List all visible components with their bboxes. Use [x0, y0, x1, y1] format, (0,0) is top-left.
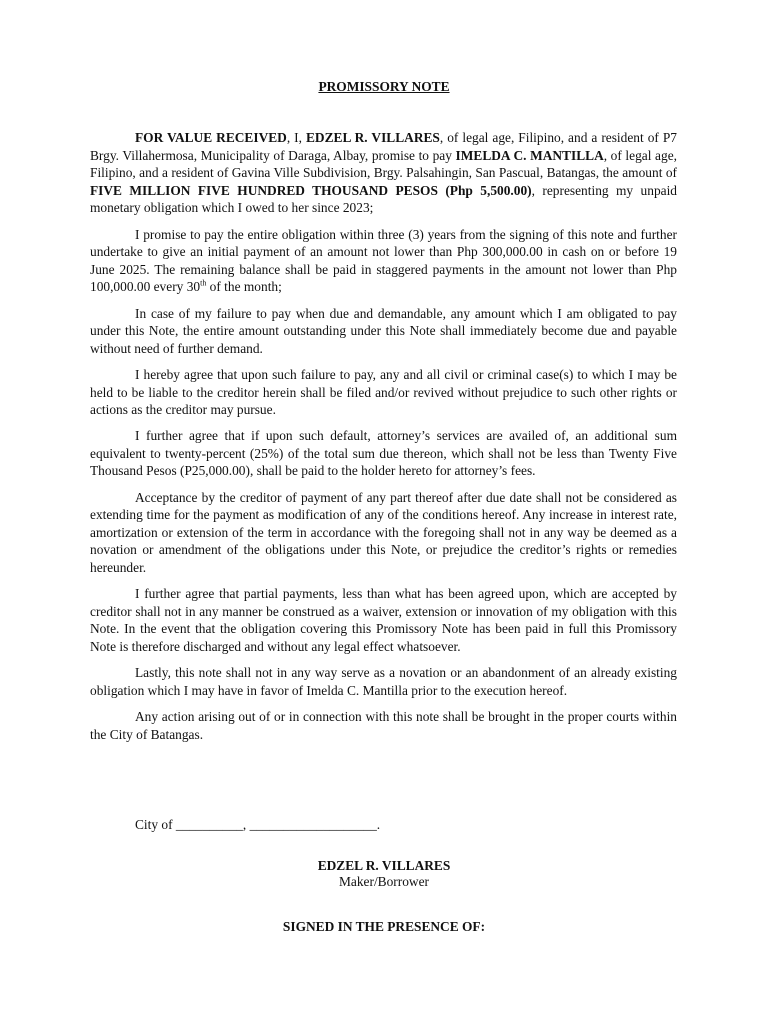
text-run: , representing my unpaid monetary obligation which I owed to her since 2023; [90, 182, 677, 216]
value-received-phrase: FOR VALUE RECEIVED [135, 130, 287, 145]
paragraph-value-received [90, 129, 677, 217]
paragraph-payment-terms [90, 226, 677, 296]
ordinal-suffix: th [200, 278, 207, 288]
text-run: , of legal age, Filipino, and a resident of P7 Brgy. Villahermosa, Municipality of Daraga, Albay, promise to pay [90, 130, 677, 163]
text-run: , of legal age, Filipino, and a resident of Gavina Ville Subdivision, Brgy. Palsahingin, San Pascual, Batangas, the amount of [90, 147, 677, 181]
document-title: PROMISSORY NOTE [318, 79, 450, 94]
witness-heading: SIGNED IN THE PRESENCE OF: [282, 919, 486, 934]
paragraph-venue: Any action arising out of or in connection with this note shall be brought in the proper courts within the City of Batangas. [90, 708, 677, 742]
signatory-name: EDZEL R. VILLARES [317, 858, 451, 873]
text-run: of the month; [206, 279, 282, 295]
paragraph-attorney-fees: I further agree that if upon such default, attorney’s services are availed of, an additional sum equivalent to twenty-percent (25%) of the total sum due thereon, which shall not be less than Twenty Five Thousand Pesos (P25,000.00), shall be paid to the holder hereto for attorney’s fees. [90, 428, 677, 479]
paragraph-acceleration: In case of my failure to pay when due and demandable, any amount which I am obligated to pay under this Note, the entire amount outstanding under this Note shall immediately become due and payable without need of further demand. [90, 305, 677, 356]
maker-name: EDZEL R. VILLARES [305, 130, 440, 145]
paragraph-legal-action: I hereby agree that upon such failure to pay, any and all civil or criminal case(s) to which I may be held to be liable to the creditor herein shall be filed and/or revived without prejudice to such other rights or actions as the creditor may pursue. [90, 366, 677, 418]
paragraph-partial-payments: I further agree that partial payments, less than what has been agreed upon, which are accepted by creditor shall not in any manner be construed as a waiver, extension or innovation of my obligation with this Note. In the event that the obligation covering this Promissory Note has been paid in full this Promissory Note is therefore discharged and without any legal effect whatsoever. [90, 586, 677, 654]
document-body [90, 129, 677, 752]
text-run: , I, [286, 130, 306, 145]
paragraph-no-novation: Lastly, this note shall not in any way serve as a novation or an abandonment of an already existing obligation which I may have in favor of Imelda C. Mantilla prior to the execution hereof. [90, 665, 677, 698]
paragraph-late-acceptance: Acceptance by the creditor of payment of any part thereof after due date shall not be considered as extending time for the payment as modification of any of the conditions hereof. Any increase in interest rate, amortization or extension of the term in accordance with the foregoing shall not in any way be deemed as a novation or amendment of the obligations under this Note, or prejudice the creditor’s rights or remedies hereunder. [90, 489, 677, 576]
signatory-role: Maker/Borrower [339, 874, 429, 889]
payee-name: IMELDA C. MANTILLA [455, 147, 604, 163]
city-date-line: City of __________, ___________________. [135, 817, 381, 832]
principal-amount: FIVE MILLION FIVE HUNDRED THOUSAND PESOS (Php 5,500.00) [90, 182, 532, 198]
text-run: I promise to pay the entire obligation within three (3) years from the signing of this note and further undertake to give an initial payment of an amount not lower than Php 300,000.00 in cash on or before 19 June 2025. The remaining balance shall be paid in staggered payments in the amount not lower than Php 100,000.00 every 30 [90, 226, 677, 295]
